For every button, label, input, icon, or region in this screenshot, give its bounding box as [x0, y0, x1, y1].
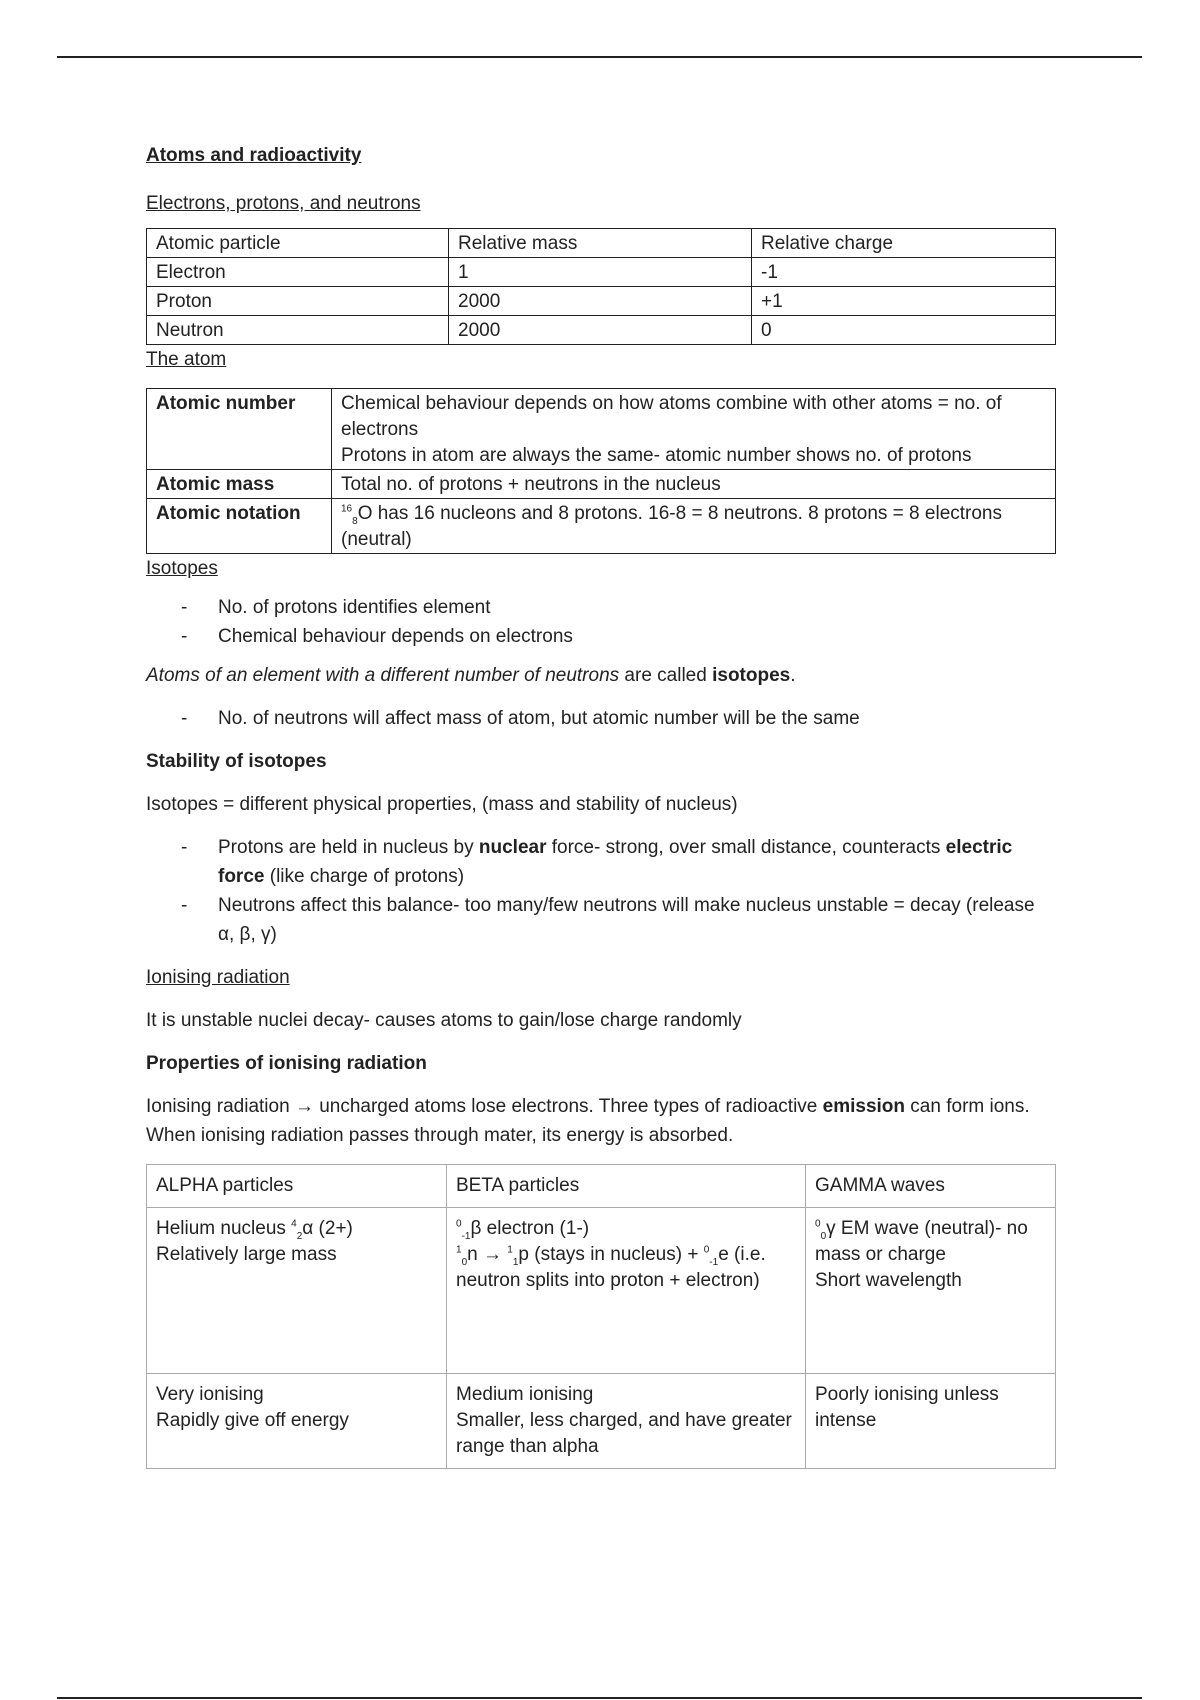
table-cell: [147, 1208, 447, 1374]
footer-rule: [57, 1697, 1142, 1699]
document-body: [146, 145, 1056, 1469]
text: Protons are held in nucleus by: [218, 837, 479, 858]
cell-line: [456, 1242, 796, 1294]
text: force- strong, over small distance, counteracts: [546, 837, 946, 858]
table-cell: [806, 1208, 1056, 1374]
text: can form ions. When ionising radiation passes through mater, its energy is absorbed.: [146, 1096, 1030, 1146]
text: α (2+): [302, 1218, 353, 1239]
stability-list: [146, 833, 1056, 949]
table-cell: [332, 499, 1056, 554]
cell-line: [815, 1216, 1046, 1268]
cell-line: Smaller, less charged, and have greater range than alpha: [456, 1410, 792, 1457]
atomic-number: 0: [461, 1256, 468, 1268]
table-cell: Neutron: [147, 316, 449, 345]
atom-table: [146, 388, 1056, 554]
radiation-table: [146, 1164, 1056, 1469]
isotopes-list-2: [146, 704, 1056, 733]
text: Ionising radiation: [146, 1096, 295, 1117]
table-cell: Proton: [147, 287, 449, 316]
text: e (i.e. neutron splits into proton + electron): [456, 1244, 766, 1291]
atomic-number: 8: [352, 515, 358, 527]
paragraph: [146, 1092, 1056, 1150]
table-cell: ALPHA particles: [147, 1165, 447, 1208]
table-row: [147, 389, 1056, 470]
cell-line: Protons in atom are always the same- atomic number shows no. of protons: [341, 445, 972, 466]
atomic-number: 2: [296, 1230, 303, 1242]
table-cell: 2000: [449, 287, 752, 316]
mass-number: 16: [341, 503, 353, 515]
mass-number: 0: [703, 1244, 710, 1256]
italic-text: Atoms of an element with a different number of neutrons: [146, 665, 620, 686]
atomic-number: -1: [709, 1256, 719, 1268]
table-cell: 0: [752, 316, 1056, 345]
bold-text: electric force: [218, 837, 1013, 887]
text: p (stays in nucleus) +: [518, 1244, 704, 1265]
section-heading-atom: The atom: [146, 349, 227, 370]
header-rule: [57, 56, 1142, 58]
cell-line: Relatively large mass: [156, 1244, 337, 1265]
text: n: [467, 1244, 483, 1265]
table-row: [147, 316, 1056, 345]
text: Helium nucleus: [156, 1218, 292, 1239]
bold-text: emission: [822, 1096, 906, 1117]
section-heading-isotopes: Isotopes: [146, 558, 218, 579]
mass-number: 4: [291, 1218, 297, 1230]
text: γ EM wave (neutral)- no mass or charge: [815, 1218, 1028, 1265]
table-row: [147, 1374, 1056, 1469]
table-row: [147, 1208, 1056, 1374]
cell-line: Short wavelength: [815, 1270, 962, 1291]
bold-text: isotopes: [712, 665, 791, 686]
table-cell: [447, 1208, 806, 1374]
section-heading-ionising: Ionising radiation: [146, 967, 290, 988]
list-item: - No. of neutrons will affect mass of atom, but atomic number will be the same: [146, 704, 1056, 733]
cell-line: Chemical behaviour depends on how atoms combine with other atoms = no. of electrons: [341, 393, 1002, 440]
isotope-definition: [146, 661, 1056, 690]
table-cell: Total no. of protons + neutrons in the nucleus: [332, 470, 1056, 499]
table-cell: Atomic mass: [147, 470, 332, 499]
table-cell: BETA particles: [447, 1165, 806, 1208]
section-heading-particles: Electrons, protons, and neutrons: [146, 193, 421, 214]
table-cell: [147, 1374, 447, 1469]
text: are called: [619, 665, 713, 686]
table-cell: Atomic particle: [147, 229, 449, 258]
cell-text: O has 16 nucleons and 8 protons. 16-8 = 8 neutrons. 8 protons = 8 electrons (neutral): [341, 503, 1002, 550]
arrow-icon: →: [294, 1096, 314, 1117]
isotopes-list: [146, 593, 1056, 651]
table-row: [147, 258, 1056, 287]
mass-number: 0: [815, 1218, 821, 1230]
mass-number: 1: [507, 1244, 513, 1256]
table-cell: Atomic notation: [147, 499, 332, 554]
table-row: [147, 287, 1056, 316]
particles-table: [146, 228, 1056, 345]
atomic-number: 1: [512, 1256, 519, 1268]
table-cell: Relative charge: [752, 229, 1056, 258]
atomic-number: -1: [461, 1230, 471, 1242]
bold-text: nuclear: [478, 837, 547, 858]
list-item: - Chemical behaviour depends on electrons: [146, 622, 1056, 651]
section-heading-stability: Stability of isotopes: [146, 751, 327, 772]
table-cell: +1: [752, 287, 1056, 316]
text: uncharged atoms lose electrons. Three types of radioactive: [313, 1096, 823, 1117]
arrow-icon: →: [482, 1244, 502, 1265]
table-row: [147, 229, 1056, 258]
table-cell: Relative mass: [449, 229, 752, 258]
cell-line: Rapidly give off energy: [156, 1410, 349, 1431]
table-cell: Electron: [147, 258, 449, 287]
table-cell: Poorly ionising unless intense: [806, 1374, 1056, 1469]
mass-number: 0: [456, 1218, 462, 1230]
text: .: [790, 665, 796, 686]
paragraph: It is unstable nuclei decay- causes atoms to gain/lose charge randomly: [146, 1010, 742, 1031]
paragraph: Isotopes = different physical properties, (mass and stability of nucleus): [146, 794, 738, 815]
table-row: [147, 1165, 1056, 1208]
table-cell: Atomic number: [147, 389, 332, 470]
section-heading-properties: Properties of ionising radiation: [146, 1053, 427, 1074]
text: β electron (1-): [470, 1218, 590, 1239]
table-cell: [332, 389, 1056, 470]
text: (like charge of protons): [264, 866, 465, 887]
table-cell: 1: [449, 258, 752, 287]
mass-number: 1: [456, 1244, 462, 1256]
list-item: [146, 833, 1056, 891]
table-row: [147, 470, 1056, 499]
cell-line: Medium ionising: [456, 1384, 594, 1405]
table-cell: 2000: [449, 316, 752, 345]
cell-line: Very ionising: [156, 1384, 264, 1405]
cell-line: [456, 1216, 796, 1242]
list-item: - Neutrons affect this balance- too many/few neutrons will make nucleus unstable = decay (release α, β, γ): [146, 891, 1056, 949]
table-cell: [447, 1374, 806, 1469]
atomic-number: 0: [820, 1230, 827, 1242]
page-title: Atoms and radioactivity: [146, 145, 362, 166]
cell-line: [156, 1216, 437, 1242]
list-item: - No. of protons identifies element: [146, 593, 1056, 622]
table-cell: -1: [752, 258, 1056, 287]
table-row: [147, 499, 1056, 554]
table-cell: GAMMA waves: [806, 1165, 1056, 1208]
